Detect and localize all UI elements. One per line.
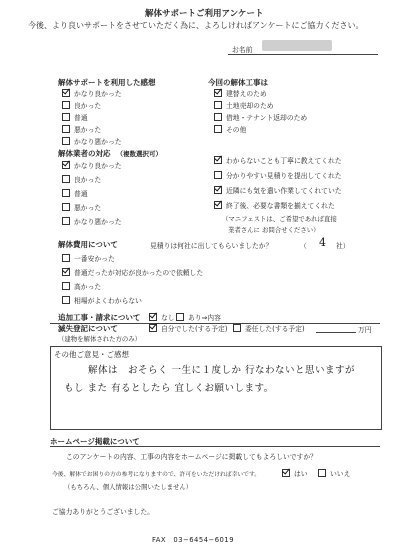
q9-underline bbox=[50, 446, 380, 447]
q2-option[interactable]: 借地・テナント返却のため bbox=[214, 112, 307, 122]
q8-title: その他ご意見・ご感想 bbox=[54, 350, 129, 359]
q3-option[interactable]: かなり悪かった bbox=[62, 216, 122, 226]
q1-option[interactable]: かなり良かった bbox=[62, 88, 122, 98]
q4-option[interactable]: 近隣にも気を遣い作業してくれていた bbox=[214, 185, 342, 195]
q6-option-none[interactable]: なし bbox=[149, 312, 175, 322]
q9-option-no[interactable]: いいえ bbox=[318, 468, 350, 478]
q7-option-self[interactable]: 自分でした(する予定) bbox=[149, 323, 227, 333]
checkbox[interactable] bbox=[62, 203, 70, 211]
name-underline bbox=[228, 54, 378, 55]
q5-option[interactable]: 相場がよくわからない bbox=[62, 295, 142, 305]
redacted-name bbox=[262, 40, 332, 51]
q2-option[interactable]: 建替えのため bbox=[214, 88, 267, 98]
thanks-text: ご協力ありがとうございました。 bbox=[52, 508, 154, 516]
q9-option-yes[interactable]: はい bbox=[282, 468, 308, 478]
q1-option[interactable]: かなり悪かった bbox=[62, 136, 122, 146]
q4-option[interactable]: 分かりやすい見積りを提出してくれた bbox=[214, 170, 342, 180]
checkbox-checked[interactable] bbox=[214, 201, 222, 209]
estimate-suffix: 社） bbox=[336, 242, 350, 250]
checkbox[interactable] bbox=[62, 282, 70, 290]
checkbox[interactable] bbox=[62, 137, 70, 145]
q5-option[interactable]: 高かった bbox=[62, 281, 101, 291]
q7-title: 滅失登記について bbox=[58, 324, 118, 333]
q6-option-yes[interactable]: あり⇒内容 bbox=[176, 312, 221, 322]
q3-title: 解体業者の対応 （複数選択可） bbox=[58, 149, 162, 158]
checkbox[interactable] bbox=[214, 125, 222, 133]
q7-note: （建物を解体された方のみ） bbox=[58, 335, 142, 343]
q2-title: 今回の解体工事は bbox=[208, 78, 268, 87]
q5-title: 解体費用について bbox=[58, 240, 118, 249]
checkbox[interactable] bbox=[62, 101, 70, 109]
checkbox-checked[interactable] bbox=[214, 186, 222, 194]
q1-option[interactable]: 良かった bbox=[62, 100, 101, 110]
estimate-question: 見積りは何社に出してもらいましたか？ bbox=[150, 242, 273, 250]
q5-option[interactable]: 一番安かった bbox=[62, 253, 115, 263]
checkbox[interactable] bbox=[214, 113, 222, 121]
q2-option[interactable]: その他 bbox=[214, 124, 246, 134]
survey-title: 解体サポートご利用アンケート bbox=[145, 9, 264, 19]
checkbox[interactable] bbox=[62, 175, 70, 183]
q1-option[interactable]: 普通 bbox=[62, 112, 88, 122]
checkbox-checked[interactable] bbox=[214, 89, 222, 97]
estimate-answer: 4 bbox=[319, 236, 327, 249]
checkbox-checked[interactable] bbox=[62, 89, 70, 97]
handwritten-comment-line1: 解体は おそらく 一生に１度しか 行なわないと思いますが bbox=[88, 365, 356, 376]
checkbox[interactable] bbox=[62, 113, 70, 121]
checkbox-checked[interactable] bbox=[282, 469, 290, 477]
checkbox[interactable] bbox=[176, 313, 184, 321]
q7-option-delegate[interactable]: 委任した(する予定) bbox=[233, 323, 305, 333]
handwritten-comment-line2: もし また 有るとしたら 宜しくお願いします。 bbox=[64, 383, 274, 394]
yen-label: 万円 bbox=[358, 326, 372, 334]
yen-amount-line bbox=[316, 332, 356, 333]
q4-option[interactable]: 終了後、必要な書類を揃えてくれた bbox=[214, 200, 335, 210]
checkbox[interactable] bbox=[62, 189, 70, 197]
checkbox-checked[interactable] bbox=[214, 156, 222, 164]
q3-option[interactable]: 普通 bbox=[62, 188, 88, 198]
checkbox-checked[interactable] bbox=[149, 313, 157, 321]
q5-option[interactable]: 普通だったが対応が良かったので依頼した bbox=[62, 267, 203, 277]
checkbox[interactable] bbox=[233, 324, 241, 332]
q3-option[interactable]: 良かった bbox=[62, 174, 101, 184]
q1-option[interactable]: 悪かった bbox=[62, 124, 101, 134]
checkbox[interactable] bbox=[62, 296, 70, 304]
checkbox-checked[interactable] bbox=[62, 268, 70, 276]
q9-note-2: （もちろん、個人情報は公開いたしません） bbox=[64, 483, 193, 491]
q6-title: 追加工事・請求について bbox=[58, 313, 141, 322]
q1-title: 解体サポートを利用した感想 bbox=[58, 78, 156, 87]
q9-title: ホームページ掲載について bbox=[50, 437, 140, 446]
checkbox[interactable] bbox=[62, 125, 70, 133]
q4-option[interactable]: わからないことも丁寧に教えてくれた bbox=[214, 155, 342, 165]
survey-subtitle: 今後、より良いサポートをさせていただく為に、よろしければアンケートにご協力ください。 bbox=[28, 21, 364, 30]
q2-option[interactable]: 土地売却のため bbox=[214, 100, 274, 110]
q9-question: このアンケートの内容、工事の内容をホームページに掲載してもよろしいですか？ bbox=[66, 453, 317, 461]
q9-note-1: 今後、解体でお困りの方の参考になりますので、許可をいただければ幸いです。 bbox=[52, 472, 261, 478]
checkbox[interactable] bbox=[214, 101, 222, 109]
name-label: お名前 bbox=[232, 46, 253, 54]
checkbox-checked[interactable] bbox=[62, 161, 70, 169]
checkbox[interactable] bbox=[214, 171, 222, 179]
q3-option[interactable]: かなり良かった bbox=[62, 160, 122, 170]
checkbox[interactable] bbox=[318, 469, 326, 477]
checkbox[interactable] bbox=[62, 254, 70, 262]
estimate-open-paren: （ bbox=[300, 242, 307, 250]
checkbox-checked[interactable] bbox=[149, 324, 157, 332]
fax-number: FAX 03−6454−6019 bbox=[152, 536, 235, 544]
checkbox[interactable] bbox=[62, 217, 70, 225]
q3-option[interactable]: 悪かった bbox=[62, 202, 101, 212]
manifest-note-2: 業者さんに お問合せください） bbox=[228, 226, 320, 234]
manifest-note-1: （マニフェストは、ご希望であれば直接 bbox=[222, 215, 337, 223]
